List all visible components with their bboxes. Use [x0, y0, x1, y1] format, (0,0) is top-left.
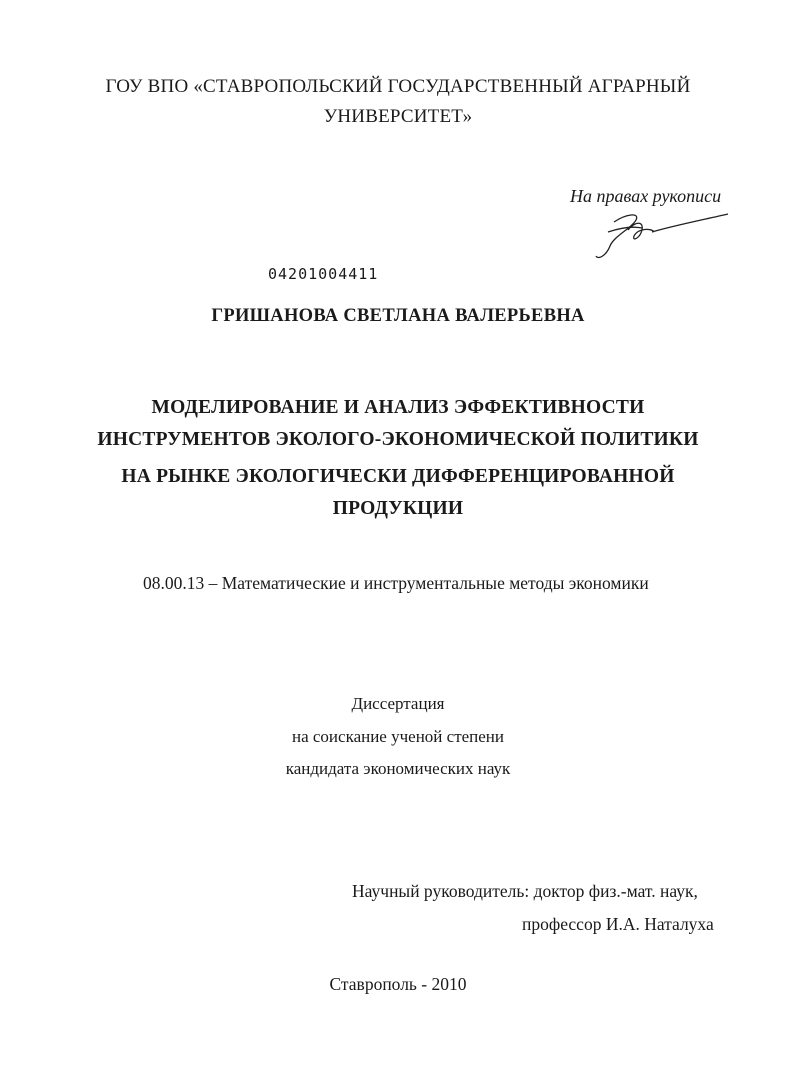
author-name: ГРИШАНОВА СВЕТЛАНА ВАЛЕРЬЕВНА: [211, 306, 585, 326]
thesis-title-line-2: ИНСТРУМЕНТОВ ЭКОЛОГО-ЭКОНОМИЧЕСКОЙ ПОЛИТИКИ: [97, 429, 699, 450]
supervisor-line-2: профессор И.А. Наталуха: [522, 914, 714, 934]
institution-line-2: УНИВЕРСИТЕТ»: [323, 106, 473, 127]
city-year: Ставрополь - 2010: [329, 974, 467, 994]
specialty-code: 08.00.13 – Математические и инструментальные методы экономики: [143, 573, 649, 593]
registration-number: 04201004411: [268, 265, 379, 283]
thesis-title-line-4: ПРОДУКЦИИ: [332, 498, 464, 519]
document-type: Диссертация: [351, 694, 445, 713]
supervisor-line-1: Научный руководитель: доктор физ.-мат. наук,: [352, 881, 698, 901]
manuscript-rights-note: На правах рукописи: [570, 186, 722, 206]
degree-name: кандидата экономических наук: [285, 759, 511, 778]
institution-line-1: ГОУ ВПО «СТАВРОПОЛЬСКИЙ ГОСУДАРСТВЕННЫЙ АГРАРНЫЙ: [105, 76, 691, 97]
thesis-title-line-1: МОДЕЛИРОВАНИЕ И АНАЛИЗ ЭФФЕКТИВНОСТИ: [151, 397, 645, 418]
handwritten-signature: [592, 206, 732, 262]
thesis-title-line-3: НА РЫНКЕ ЭКОЛОГИЧЕСКИ ДИФФЕРЕНЦИРОВАННОЙ: [121, 466, 675, 487]
degree-purpose: на соискание ученой степени: [291, 727, 505, 746]
